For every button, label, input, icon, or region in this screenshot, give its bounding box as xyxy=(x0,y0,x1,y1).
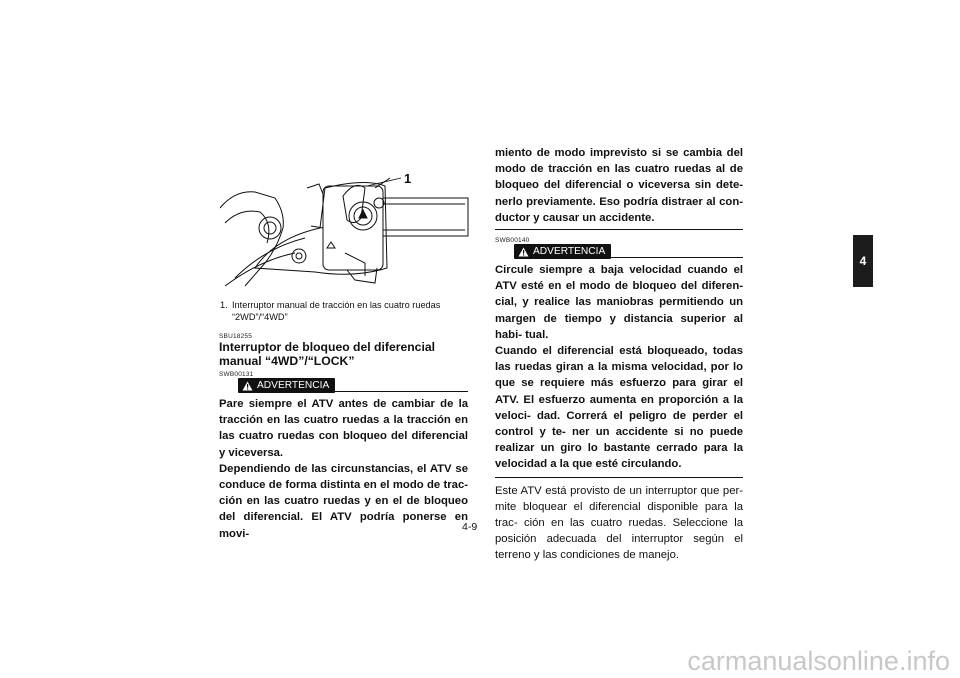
watermark: carmanualsonline.info xyxy=(687,646,950,676)
left-column xyxy=(219,333,468,542)
page-number: 4-9 xyxy=(462,521,478,533)
warning1-paragraph-1: Pare siempre el ATV antes de cambiar de la tracción en las cuatro ruedas a la tracción en las cuatro ruedas con bloqueo del diferencial y viceversa. xyxy=(219,398,468,459)
body-paragraph: Este ATV está provisto de un interruptor que per- mite bloquear el diferencial disponible para la trac- ción en las cuatro ruedas. Seleccione la posición adecuada del interruptor según el terreno y las condiciones de manejo. xyxy=(495,484,743,562)
warning1-body xyxy=(219,396,468,542)
warning1-code: SWB00131 xyxy=(219,371,254,378)
warning1-paragraph-2a: Dependiendo de las circunstancias, el ATV se conduce de forma distinta en el modo de trac- ción en las cuatro ruedas y en el de bloqueo del diferencial. El ATV podría ponerse en movi- xyxy=(219,462,468,540)
warning2-label: ADVERTENCIA xyxy=(533,246,606,258)
section-code: SBU18255 xyxy=(219,333,253,340)
warning2-paragraph-2: Cuando el diferencial está bloqueado, todas las ruedas giran a la misma velocidad, por lo que se requiere más esfuerzo para girar el ATV. El esfuerzo aumenta en proporción a la veloci- dad. Correrá el peligro de perder el control y te- ner un accidente si no puede realizar un giro lo bastante cerrado para la velocidad a la que esté circulando. xyxy=(495,345,743,471)
warning1-badge xyxy=(238,378,335,393)
warning-triangle-icon xyxy=(242,381,253,391)
warning2-header xyxy=(495,244,743,259)
right-column xyxy=(495,145,743,564)
section-title: Interruptor de bloqueo del diferencial manual “4WD”/“LOCK” xyxy=(219,340,436,368)
warning2-code: SWB00140 xyxy=(495,237,530,245)
switch-illustration xyxy=(215,168,473,295)
warning1-label: ADVERTENCIA xyxy=(257,380,330,391)
warning2-badge xyxy=(514,244,611,259)
warning1-header xyxy=(219,378,468,393)
warning1-continued xyxy=(495,145,743,230)
warning2-body xyxy=(495,262,743,478)
warning2-rule xyxy=(611,257,743,258)
warning2-paragraph-1: Circule siempre a baja velocidad cuando el ATV esté en el modo de bloqueo del diferen- cial, y realice las maniobras permitiendo un margen de tiempo y distancia superior al habi- tual. xyxy=(495,264,743,341)
figure-caption xyxy=(220,299,470,323)
callout-1: 1 xyxy=(404,171,412,186)
warning1-rule xyxy=(335,391,468,392)
warning1-paragraph-2b: miento de modo imprevisto si se cambia del modo de tracción en las cuatro ruedas al de bloqueo del diferencial o viceversa sin dete- nerlo previamente. Eso podría distraer al con- ductor y causar un accidente. xyxy=(495,147,743,224)
warning-triangle-icon xyxy=(518,247,529,257)
chapter-tab: 4 xyxy=(853,235,873,287)
handlebar-switch-drawing xyxy=(215,168,473,295)
caption-number: 1. xyxy=(220,300,228,310)
caption-text: Interruptor manual de tracción en las cuatro ruedas “2WD”/“4WD” xyxy=(232,300,441,322)
